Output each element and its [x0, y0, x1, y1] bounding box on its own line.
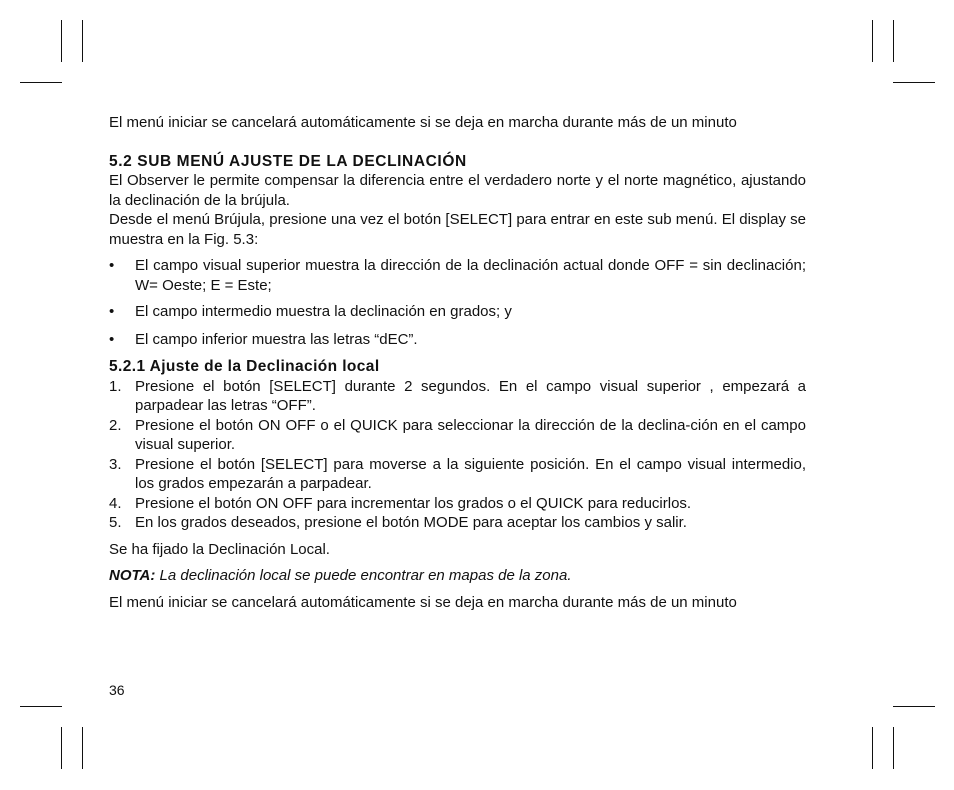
page-number: 36	[109, 682, 125, 698]
crop-mark	[893, 727, 894, 769]
step-number: 2.	[109, 416, 122, 434]
bullet-mark: •	[109, 303, 115, 320]
bullet-item	[109, 302, 806, 322]
bullet-item	[109, 256, 806, 295]
bullet-mark: •	[109, 257, 115, 274]
step-number: 1.	[109, 377, 122, 395]
step-item	[109, 377, 806, 416]
bullet-text: El campo inferior muestra las letras “dEC”.	[135, 330, 418, 348]
fixed-note: Se ha fijado la Declinación Local.	[109, 540, 330, 558]
intro-paragraph: El menú iniciar se cancelará automáticamente si se deja en marcha durante más de un minuto	[109, 114, 737, 131]
section-heading: 5.2 SUB MENÚ AJUSTE DE LA DECLINACIÓN	[109, 152, 467, 170]
step-item	[109, 494, 806, 514]
step-text: Presione el botón [SELECT] para moverse a la siguiente posición. En el campo visual intermedio, los grados empezarán a parpadear.	[135, 455, 806, 492]
crop-mark	[872, 20, 873, 62]
step-number: 3.	[109, 455, 122, 473]
crop-mark	[893, 82, 935, 83]
nota-paragraph	[109, 566, 806, 586]
step-number: 5.	[109, 514, 122, 531]
section-paragraph-2: Desde el menú Brújula, presione una vez el botón [SELECT] para entrar en este sub menú. El display se muestra en la Fig. 5.3:	[109, 211, 806, 248]
bullet-item	[109, 330, 806, 350]
crop-mark	[82, 727, 83, 769]
crop-mark	[82, 20, 83, 62]
section-paragraph-1: El Observer le permite compensar la diferencia entre el verdadero norte y el norte magnético, ajustando la declinación de la brújula.	[109, 172, 806, 209]
bullet-text: El campo intermedio muestra la declinación en grados; y	[135, 303, 512, 320]
step-item	[109, 455, 806, 494]
nota-text: La declinación local se puede encontrar en mapas de la zona.	[155, 567, 572, 584]
step-text: Presione el botón ON OFF o el QUICK para seleccionar la dirección de la declina-ción en el campo visual superior.	[135, 416, 806, 453]
page-content	[109, 113, 806, 612]
bullet-mark: •	[109, 330, 115, 348]
step-number: 4.	[109, 494, 122, 512]
step-text: Presione el botón ON OFF para incrementar los grados o el QUICK para reducirlos.	[135, 494, 692, 512]
crop-mark	[872, 727, 873, 769]
outro-paragraph: El menú iniciar se cancelará automáticamente si se deja en marcha durante más de un minuto	[109, 593, 737, 611]
step-text: En los grados deseados, presione el botón MODE para aceptar los cambios y salir.	[135, 514, 687, 531]
crop-mark	[20, 82, 62, 83]
step-text: Presione el botón [SELECT] durante 2 segundos. En el campo visual superior , empezará a parpadear las letras “OFF”.	[135, 377, 806, 414]
crop-mark	[61, 727, 62, 769]
crop-mark	[61, 20, 62, 62]
crop-mark	[20, 706, 62, 707]
step-item	[109, 416, 806, 455]
step-item	[109, 513, 806, 533]
bullet-text: El campo visual superior muestra la dirección de la declinación actual donde OFF = sin declinación; W= Oeste; E = Este;	[135, 257, 806, 294]
nota-label: NOTA:	[109, 567, 156, 584]
crop-mark	[893, 20, 894, 62]
crop-mark	[893, 706, 935, 707]
subsection-heading: 5.2.1 Ajuste de la Declinación local	[109, 358, 380, 375]
